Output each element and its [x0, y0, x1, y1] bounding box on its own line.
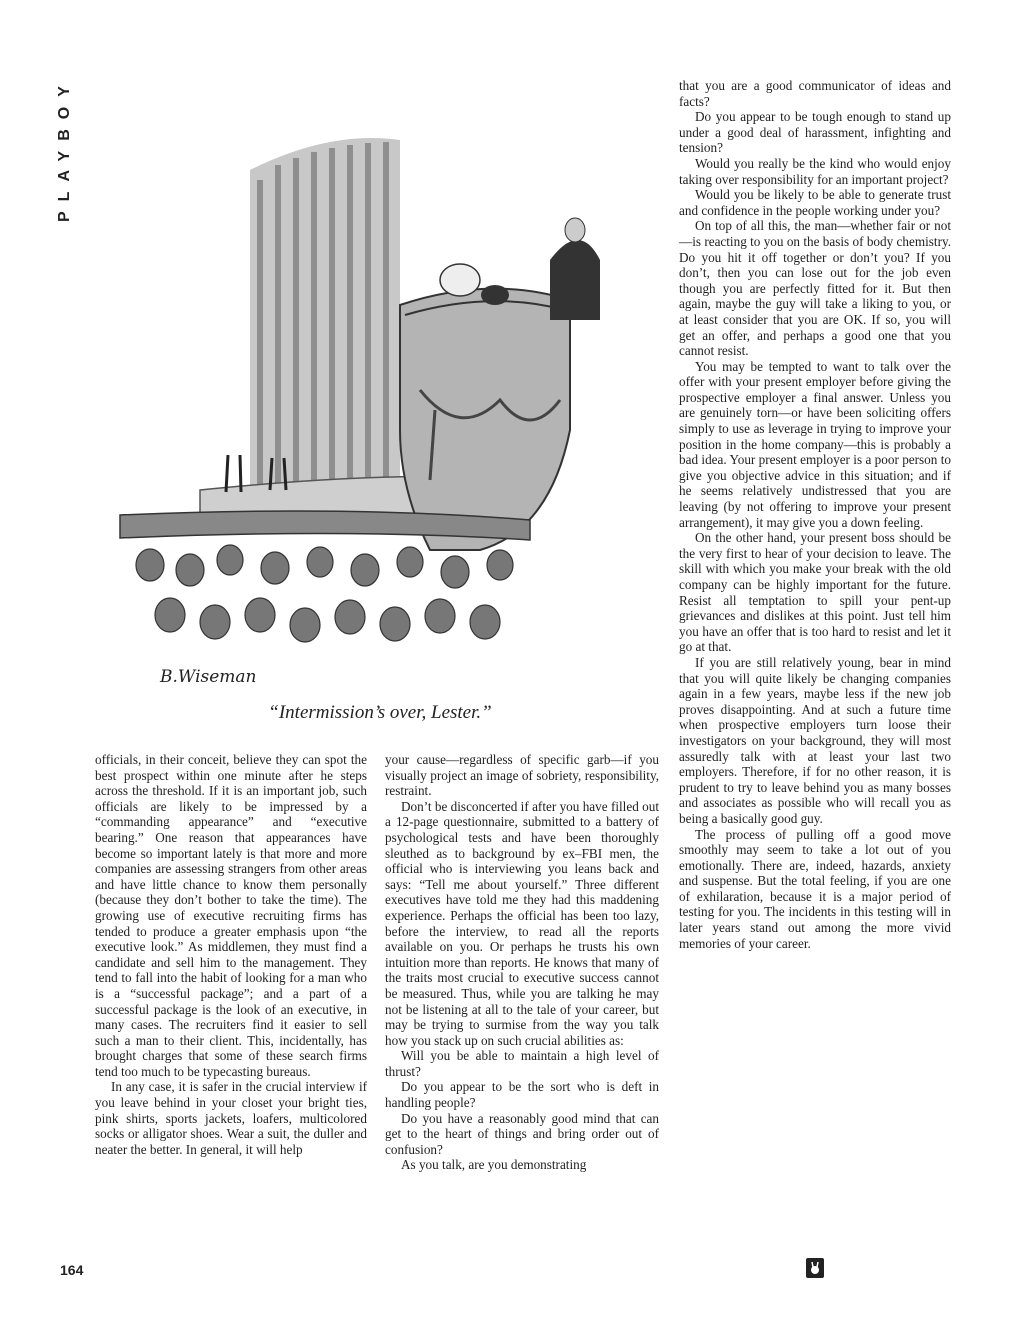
- paragraph: Would you be likely to be able to generate trust and confidence in the people working under you?: [679, 187, 951, 218]
- paragraph: In any case, it is safer in the crucial interview if you leave behind in your closet your bright ties, pink shirts, sports jackets, loafers, multicolored socks or alligator shoes. Wear a suit, the duller and neater the better. In general, it will help: [95, 1079, 367, 1157]
- paragraph: You may be tempted to want to talk over the offer with your present employer before giving the prospective employer a final answer. Unless you are genuinely torn—or have been soliciting offers simply to use as leverage in trying to improve your position in the home company—this is probably a bad idea. Your present employer is a poor person to give you objective advice in this situation; and if he seems relatively undistressed that you are leaving (by not offering to improve your present arrangement), it may give you a down feeling.: [679, 358, 951, 530]
- paragraph: Would you really be the kind who would enjoy taking over responsibility for an important project?: [679, 155, 951, 187]
- paragraph: that you are a good communicator of ideas and facts?: [679, 78, 951, 109]
- paragraph: On top of all this, the man—whether fair or not—is reacting to you on the basis of body chemistry. Do you hit it off together or don’t you? If you don’t, then you can lose out for the job even though you are perfectly fitted for it. But then again, maybe the guy will take a liking to you, or at least consider that you are OK. If so, you will get an offer, and perhaps a good one that you cannot resist.: [679, 218, 951, 359]
- paragraph: officials, in their conceit, believe they can spot the best prospect within one minute after he steps across the threshold. If it is an important job, such officials are likely to be impressed by a “commanding appearance” and “executive bearing.” One reason that appearances have become so important lately is that more and more companies are assessing strangers from other areas and have little chance to know them personally (because they don’t bother to take the time). The growing use of executive recruiting firms has tended to produce a greater emphasis upon “the executive look.” As middlemen, they must find a candidate and sell him to the management. They tend to fall into the habit of looking for a man who is a “successful package”; and a part of a successful package is the look of an executive, in many cases. The recruiters find it easier to sell such a man to their client. This, incidentally, has brought charges that some of these search firms tend too much to be typecasting bureaus.: [95, 752, 367, 1079]
- paragraph: Will you be able to maintain a high level of thrust?: [385, 1048, 659, 1079]
- text-column-2: [385, 752, 659, 1173]
- text-column-1: [95, 752, 367, 1157]
- magazine-masthead: PLAYBOY: [56, 76, 73, 222]
- paragraph: If you are still relatively young, bear in mind that you will quite likely be changing companies again in a few years, maybe less if the new job proves disappointing. And at such a future time when prospective employers turn loose their investigators on your background, they will most assuredly talk with at least your last two employers. Therefore, if for no other reason, it is prudent to try to leave behind you as many bosses and associates as possible who will recall you as being a basically good guy.: [679, 654, 951, 826]
- page-number: 164: [60, 1262, 84, 1278]
- paragraph: As you talk, are you demonstrating: [401, 1157, 587, 1173]
- paragraph: your cause—regardless of specific garb—if you visually project an image of sobriety, responsibility, restraint.: [385, 752, 659, 799]
- paragraph: The process of pulling off a good move smoothly may seem to take a lot out of you emotionally. There are, indeed, hazards, anxiety and suspense. But the total feeling, if you are one of exhilaration, because it is a major period of testing for you. The incidents in this testing will in later years stand out among the more vivid memories of your career.: [679, 826, 951, 951]
- paragraph: Don’t be disconcerted if after you have filled out a 12-page questionnaire, submitted to a battery of psychological tests and have been thoroughly sleuthed as to background by ex–FBI men, the official who is interviewing you leans back and says: “Tell me about yourself.” Three different executives have told me they had this maddening experience. Perhaps the official has been too lazy, before the interview, to read all the reports available on you. Or perhaps he trusts his own intuition more than reports. He knows that many of the traits most crucial to executive success cannot be measured. Thus, while you are talking he may not be listening at all to the tale of your career, but may be trying to surmise from the way you talk how you stack up on such crucial abilities as:: [385, 798, 659, 1048]
- cartoon-signature: B.Wiseman: [160, 667, 257, 687]
- rabbit-endmark-icon: [806, 1258, 824, 1278]
- cartoon-caption: “Intermission’s over, Lester.”: [268, 702, 492, 723]
- text-column-3: [679, 78, 951, 951]
- paragraph: Do you appear to be the sort who is deft in handling people?: [385, 1079, 659, 1111]
- cartoon-illustration: [100, 110, 660, 700]
- paragraph: Do you have a reasonably good mind that can get to the heart of things and bring order out of confusion?: [385, 1110, 659, 1157]
- paragraph: Do you appear to be tough enough to stand up under a good deal of harassment, infighting and tension?: [679, 109, 951, 156]
- paragraph: On the other hand, your present boss should be the very first to hear of your decision to leave. The skill with which you make your break with the old company can be highly important for the future. Resist all temptation to spill your pent-up grievances and dislikes at this point. Just tell him you have an offer that is too hard to resist and let it go at that.: [679, 530, 951, 655]
